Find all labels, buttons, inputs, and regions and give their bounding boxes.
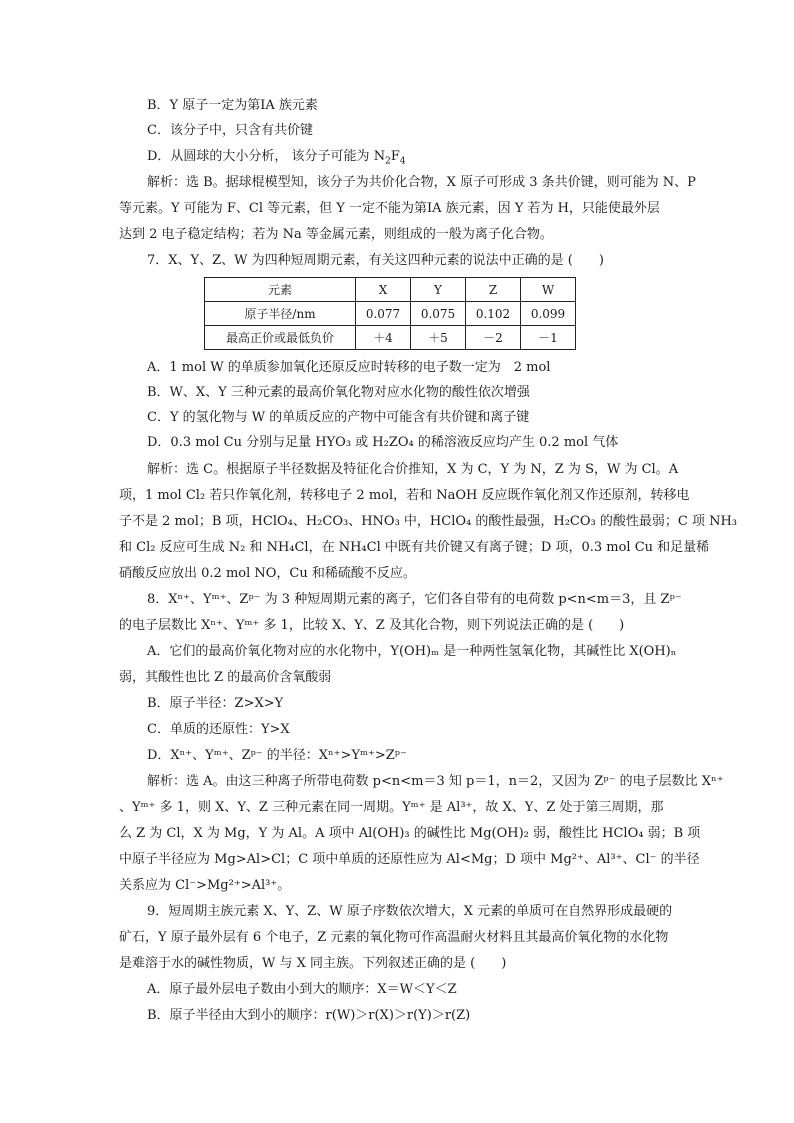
q7-option-a: A．1 mol W 的单质参加氧化还原反应时转移的电子数一定为 2 mol [147,360,551,375]
table-cell: 0.077 [356,302,411,326]
q9-option-b: B．原子半径由大到小的顺序：r(W)＞r(X)＞r(Y)＞r(Z) [147,1008,471,1023]
table-cell: 最高正价或最低负价 [205,326,356,350]
prev-option-d-sub2: 4 [399,156,406,167]
q8-solution-line: 解析：选 A。由这三种离子所带电荷数 p<n<m＝3 知 p＝1，n＝2，又因为 Zᵖ⁻ 的电子层数比 Xⁿ⁺ [147,774,724,789]
prev-option-d-sub1: 2 [385,156,391,167]
q9-option-a: A．原子最外层电子数由小到大的顺序：X＝W＜Y＜Z [147,982,457,997]
element-table [204,277,576,350]
q8-solution-line: 么 Z 为 Cl，X 为 Mg，Y 为 Al。A 项中 Al(OH)₃ 的碱性比 Mg(OH)₂ 弱，酸性比 HClO₄ 弱；B 项 [119,826,701,841]
prev-option-d [147,148,406,166]
table-header-cell: 元素 [205,278,356,302]
q9-stem: 矿石，Y 原子最外层有 6 个电子，Z 元素的氧化物可作高温耐火材料且其最高价氧化物的水化物 [119,930,669,945]
table-header-cell: W [521,278,576,302]
q8-option-c: C．单质的还原性：Y>X [147,722,290,737]
q7-option-b: B．W、X、Y 三种元素的最高价氧化物对应水化物的酸性依次增强 [147,385,530,400]
prev-solution-line: 达到 2 电子稳定结构；若为 Na 等金属元素，则组成的一般为离子化合物。 [119,227,553,242]
table-header-row [205,278,576,302]
table-cell: －1 [521,326,576,350]
table-cell: ＋5 [411,326,466,350]
prev-solution-line: 等元素。Y 可能为 F、Cl 等元素，但 Y 一定不能为第ⅠA 族元素，因 Y 若为 H，只能使最外层 [119,201,660,216]
q8-option-d: D．Xⁿ⁺、Yᵐ⁺、Zᵖ⁻ 的半径：Xⁿ⁺>Yᵐ⁺>Zᵖ⁻ [147,748,407,763]
prev-option-b: B．Y 原子一定为第ⅠA 族元素 [147,98,318,113]
table-header-cell: Y [411,278,466,302]
table-row [205,302,576,326]
table-header-cell: Z [466,278,521,302]
q7-solution-line: 子不是 2 mol；B 项，HClO₄、H₂CO₃、HNO₃ 中，HClO₄ 的酸性最强，H₂CO₃ 的酸性最弱；C 项 NH₃ [119,514,737,529]
prev-option-d-mid: F [390,149,400,164]
table-header-cell: X [356,278,411,302]
prev-option-d-text: D．从圆球的大小分析， 该分子可能为 N [147,149,386,164]
q7-solution-line: 和 Cl₂ 反应可生成 N₂ 和 NH₄Cl，在 NH₄Cl 中既有共价键又有离子键；D 项，0.3 mol Cu 和足量稀 [119,540,710,555]
q8-stem: 的电子层数比 Xⁿ⁺、Yᵐ⁺ 多 1，比较 X、Y、Z 及其化合物，则下列说法正确的是 ( ) [119,618,625,633]
table-cell: 0.075 [411,302,466,326]
table-row [205,326,576,350]
q7-stem: 7．X、Y、Z、W 为四种短周期元素，有关这四种元素的说法中正确的是 ( ) [147,253,604,268]
q7-solution-line: 硝酸反应放出 0.2 mol NO，Cu 和稀硫酸不反应。 [119,566,416,581]
q8-option-a: A．它们的最高价氧化物对应的水化物中，Y(OH)ₘ 是一种两性氢氧化物，其碱性比 X(OH)ₙ [147,644,677,659]
prev-solution-line: 解析：选 B。据球棍模型知，该分子为共价化合物，X 原子可形成 3 条共价键，则可能为 N、P [147,175,696,190]
q8-option-a: 弱，其酸性也比 Z 的最高价含氧酸弱 [119,670,332,685]
q8-solution-line: 、Yᵐ⁺ 多 1，则 X、Y、Z 三种元素在同一周期。Yᵐ⁺ 是 Al³⁺，故 X、Y、Z 处于第三周期，那 [119,800,664,815]
q9-stem: 9．短周期主族元素 X、Y、Z、W 原子序数依次增大，X 元素的单质可在自然界形成最硬的 [147,904,673,919]
q9-stem: 是难溶于水的碱性物质，W 与 X 同主族。下列叙述正确的是 ( ) [119,956,507,971]
table-cell: 0.102 [466,302,521,326]
table-cell: ＋4 [356,326,411,350]
table-cell: 原子半径/nm [205,302,356,326]
q8-solution-line: 中原子半径应为 Mg>Al>Cl；C 项中单质的还原性应为 Al<Mg；D 项中 Mg²⁺、Al³⁺、Cl⁻ 的半径 [119,852,700,867]
q7-solution-line: 项，1 mol Cl₂ 若只作氧化剂，转移电子 2 mol，若和 NaOH 反应既作氧化剂又作还原剂，转移电 [119,488,690,503]
q7-option-c: C．Y 的氢化物与 W 的单质反应的产物中可能含有共价键和离子键 [147,410,530,425]
q7-solution-line: 解析：选 C。根据原子半径数据及特征化合价推知，X 为 C，Y 为 N，Z 为 S，W 为 Cl。A [147,462,679,477]
q7-option-d: D．0.3 mol Cu 分别与足量 HYO₃ 或 H₂ZO₄ 的稀溶液反应均产生 0.2 mol 气体 [147,435,619,450]
prev-option-c: C．该分子中，只含有共价键 [147,123,313,138]
q8-option-b: B．原子半径：Z>X>Y [147,696,284,711]
q8-solution-line: 关系应为 Cl⁻>Mg²⁺>Al³⁺。 [119,878,291,893]
table-cell: －2 [466,326,521,350]
table-cell: 0.099 [521,302,576,326]
q8-stem: 8．Xⁿ⁺、Yᵐ⁺、Zᵖ⁻ 为 3 种短周期元素的离子，它们各自带有的电荷数 p<n<m＝3，且 Zᵖ⁻ [147,592,682,607]
